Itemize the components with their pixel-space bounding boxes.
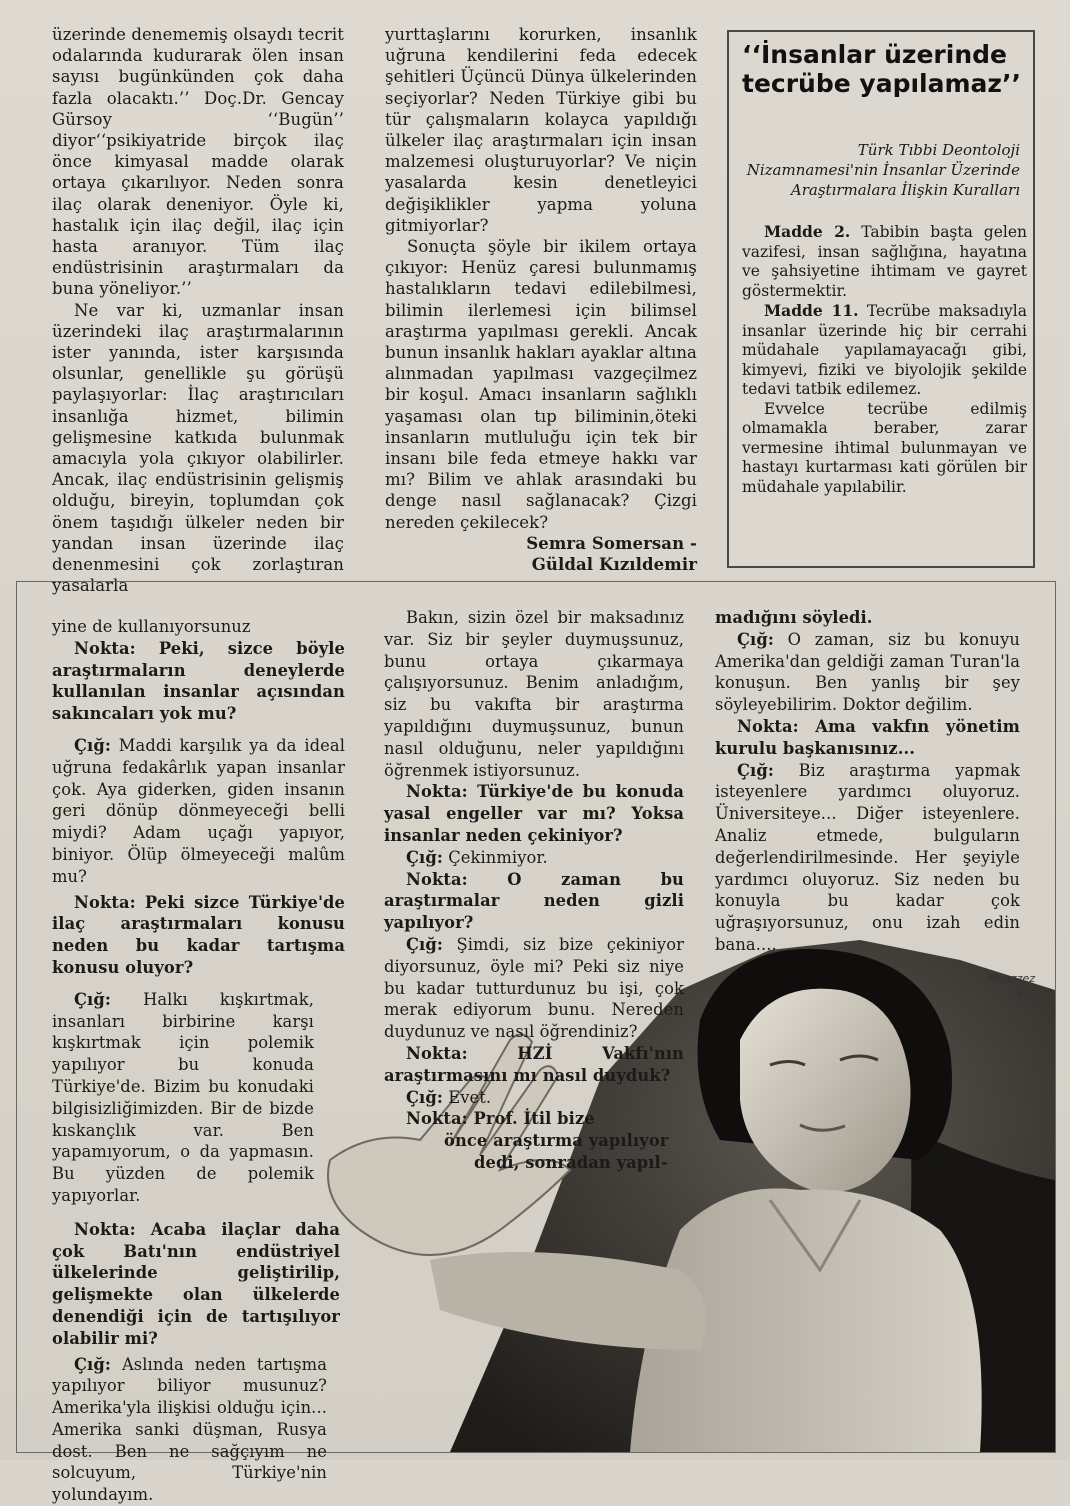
top-column-2 [385,24,697,580]
paragraph: Ne var ki, uzmanlar insan üzerindeki ilaç araştırmalarının ister yanında, ister karşısında olsunlar, genellikle şu görüşü paylaşıyorlar: İlaç araştırıcıları insanlığa hizmet, bilimin gelişmesine katkıda bulunmak amacıyla yola çıkıyor olabilirler. Ancak, ilaç endüstrisinin gelişmiş olduğu, bireyin, toplumdan çok önem taşıdığı ülkeler neden bir yandan insan üzerinde ilaç denenmesini çok zorlaştıran yasalarla [52,300,344,597]
sidebar-box-subtitle: Türk Tıbbi Deontoloji Nizamnamesi'nin İnsanlar Üzerinde Araştırmalara İlişkin Kuralları [742,140,1020,200]
photo-caption [945,972,1035,1000]
article-2 [742,222,1027,301]
paragraph: Sonuçta şöyle bir ikilem ortaya çıkıyor: Henüz çaresi bulunmamış hastalıkların tedavi edilebilmesi, bilimin ilerlemesi için bilimsel araştırma yapılması gerekli. Ancak bunun insanlık hakları ayaklar altına alınmadan yapılması vazgeçilmez bir koşul. Amacı insanların sağlıklı yaşaması olan tıp biliminin,öteki insanların mutluluğu için tek bir insanı bile feda etmeye hakkı var mı? Bilim ve ahlak arasındaki bu denge nasıl sağlanacak? Çizgi nereden çekilecek? [385,236,697,533]
answer-text: Biz araştırma yapmak isteyenlere yardımcı oluyoruz. Üniversiteye... Diğer isteyenlere. Analiz etmede, bulguların değerlendirilmesinde. Her şeyiyle yardımcı oluyoruz. Siz neden bu konuyla bu kadar çok uğraşıyorsunuz, onu izah edin bana.... [715,761,1020,954]
question: Nokta: Türkiye'de bu konuda yasal engeller var mı? Yoksa insanlar neden çekiniyor? [384,781,684,846]
top-column-1 [52,24,344,572]
answer-text: O zaman, siz bu konuyu Amerika'dan geldiği zaman Turan'la konuşun. Ben yanlış bir şey söyleyebilirim. Doktor değilim. [715,630,1020,714]
answer [715,629,1020,716]
speaker-label: Çığ: [406,848,443,867]
sidebar-box-body [742,222,1027,558]
answer-text: Çekinmiyor. [448,848,548,867]
speaker-label: Çığ: [737,630,774,649]
speaker-label: Çığ: [406,1088,443,1107]
question: Nokta: Peki, sizce böyle araştırmaların deneylerde kullanılan insanlar açısından sakıncaları yok mu? [52,638,345,725]
question-line: dedi, sonradan yapıl- [384,1152,684,1174]
interview-column-3 [715,607,1020,947]
question: Nokta: Ama vakfın yönetim kurulu başkanısınız... [715,716,1020,760]
answer-text: Halkı kışkırtmak, insanları birbirine karşı kışkırtmak için polemik yapılıyor bu konuda Türkiye'de. Bizim bu konudaki bilgisizliğimizden. Bir de bizde kıskançlık var. Ben yapamıyorum, o da yapmasın. Bu yüzden de polemik yapıyorlar. [52,990,314,1205]
paragraph: yine de kullanıyorsunuz [52,616,345,638]
answer [52,735,345,888]
paragraph: yurttaşlarını korurken, insanlık uğruna kendilerini feda edecek şehitleri Üçüncü Dünya ülkelerinden seçiyorlar? Neden Türkiye gibi bu tür çalışmaların kolayca yapıldığı ülkeler ilaç araştırmaları için insan malzemesi oluşturuyorlar? Ve niçin yasalarda kesin denetleyici değişiklikler yapma yoluna gitmiyorlar? [385,24,697,236]
byline: Semra Somersan - [385,533,697,554]
answer-text: Maddi karşılık ya da ideal uğruna fedakârlık yapan insanlar çok. Aya giderken, giden insanın geri dönüp dönmeyeceği belli miydi? Adam uçağı yapıyor, biniyor. Ölüp ölmeyeceği malûm mu? [52,736,345,886]
paragraph: Bakın, sizin özel bir maksadınız var. Siz bir şeyler duymuşsunuz, bunu ortaya çıkarmaya çalışıyorsunuz. Benim anladığım, siz bu vakıfta bir araştırma yapıldığını duymuşsunuz, bunun nasıl olduğunu, neler yapıldığını öğrenmek istiyorsunuz. [384,607,684,781]
speaker-label: Çığ: [74,736,111,755]
question: Nokta: HZİ Vakfı'nın araştırmasını mı nasıl duyduk? [384,1043,684,1087]
answer-text: Şimdi, siz bize çekiniyor diyorsunuz, öyle mi? Peki siz niye bu kadar tutturdunuz bu işi, çok merak ediyorum bunu. Nereden duydunuz ve nasıl öğrendiniz? [384,935,684,1041]
byline: Güldal Kızıldemir [385,554,697,575]
answer [384,1087,684,1109]
question: Nokta: O zaman bu araştırmalar neden gizli yapılıyor? [384,869,684,934]
answer [715,760,1020,956]
answer-text: Evet. [448,1088,491,1107]
caption-line: Muazzez [945,972,1035,986]
article-text: Tecrübe maksadıyla insanlar üzerinde hiç bir cerrahi müdahale yapılamayacağı gibi, kimyevi, fiziki ve biyolojik şekilde tedavi tatbik edilemez. [742,302,1027,398]
sidebar-box-title: ‘‘İnsanlar üzerinde tecrübe yapılamaz’’ [742,40,1032,98]
question: Nokta: Acaba ilaçlar daha çok Batı'nın endüstriyel ülkelerinde geliştirilip, gelişmekte olan ülkelerde denendiği için de tartışılıyor olabilir mi? [52,1219,340,1350]
question-line: önce araştırma yapılıyor [384,1130,684,1152]
answer-text: Aslında neden tartışma yapılıyor biliyor musunuz? Amerika'yla ilişkisi olduğu için... Amerika sanki düşman, Rusya dost. Ben ne sağçıyım ne solcuyum, Türkiye'nin yolundayım. [52,1355,327,1505]
question: Nokta: Peki sizce Türkiye'de ilaç araştırmaları konusu neden bu kadar tartışma konusu oluyor? [52,892,345,979]
article-text: Tabibin başta gelen vazifesi, insan sağlığına, hayatına ve şahsiyetine ihtimam ve gayret göstermektir. [742,223,1027,300]
question-line: Nokta: Prof. İtil bize [384,1108,684,1130]
answer [384,847,684,869]
answer [384,934,684,1043]
answer [52,1354,327,1506]
paragraph: Evvelce tecrübe edilmiş olmamakla beraber, zarar vermesine ihtimal bulunmayan ve hastayı kurtarması kati görülen bir müdahale yapılabilir. [742,400,1027,498]
interview-column-2 [384,607,684,1207]
speaker-label: Çığ: [74,990,111,1009]
speaker-label: Çığ: [74,1355,111,1374]
article-11 [742,301,1027,400]
speaker-label: Çığ: [406,935,443,954]
article-label: Madde 11. [764,301,859,320]
article-label: Madde 2. [764,222,850,241]
answer [52,989,314,1207]
paragraph: üzerinde denememiş olsaydı tecrit odalarında kudurarak ölen insan sayısı bugünkünden çok daha fazla olacaktı.’’ Doç.Dr. Gencay Gürsoy ‘‘Bugün’’ diyor‘‘psikiyatride birçok ilaç önce kimyasal madde olarak ortaya çıkarılıyor. Neden sonra ilaç olarak deneniyor. Öyle ki, hastalık için ilaç değil, ilaç için hasta aranıyor. Tüm ilaç endüstrisinin araştırmaları da buna yöneliyor.’’ [52,24,344,300]
interview-column-1 [52,616,345,1446]
caption-line: Çığ [945,986,1035,1000]
speaker-label: Çığ: [737,761,774,780]
paragraph: madığını söyledi. [715,607,1020,629]
